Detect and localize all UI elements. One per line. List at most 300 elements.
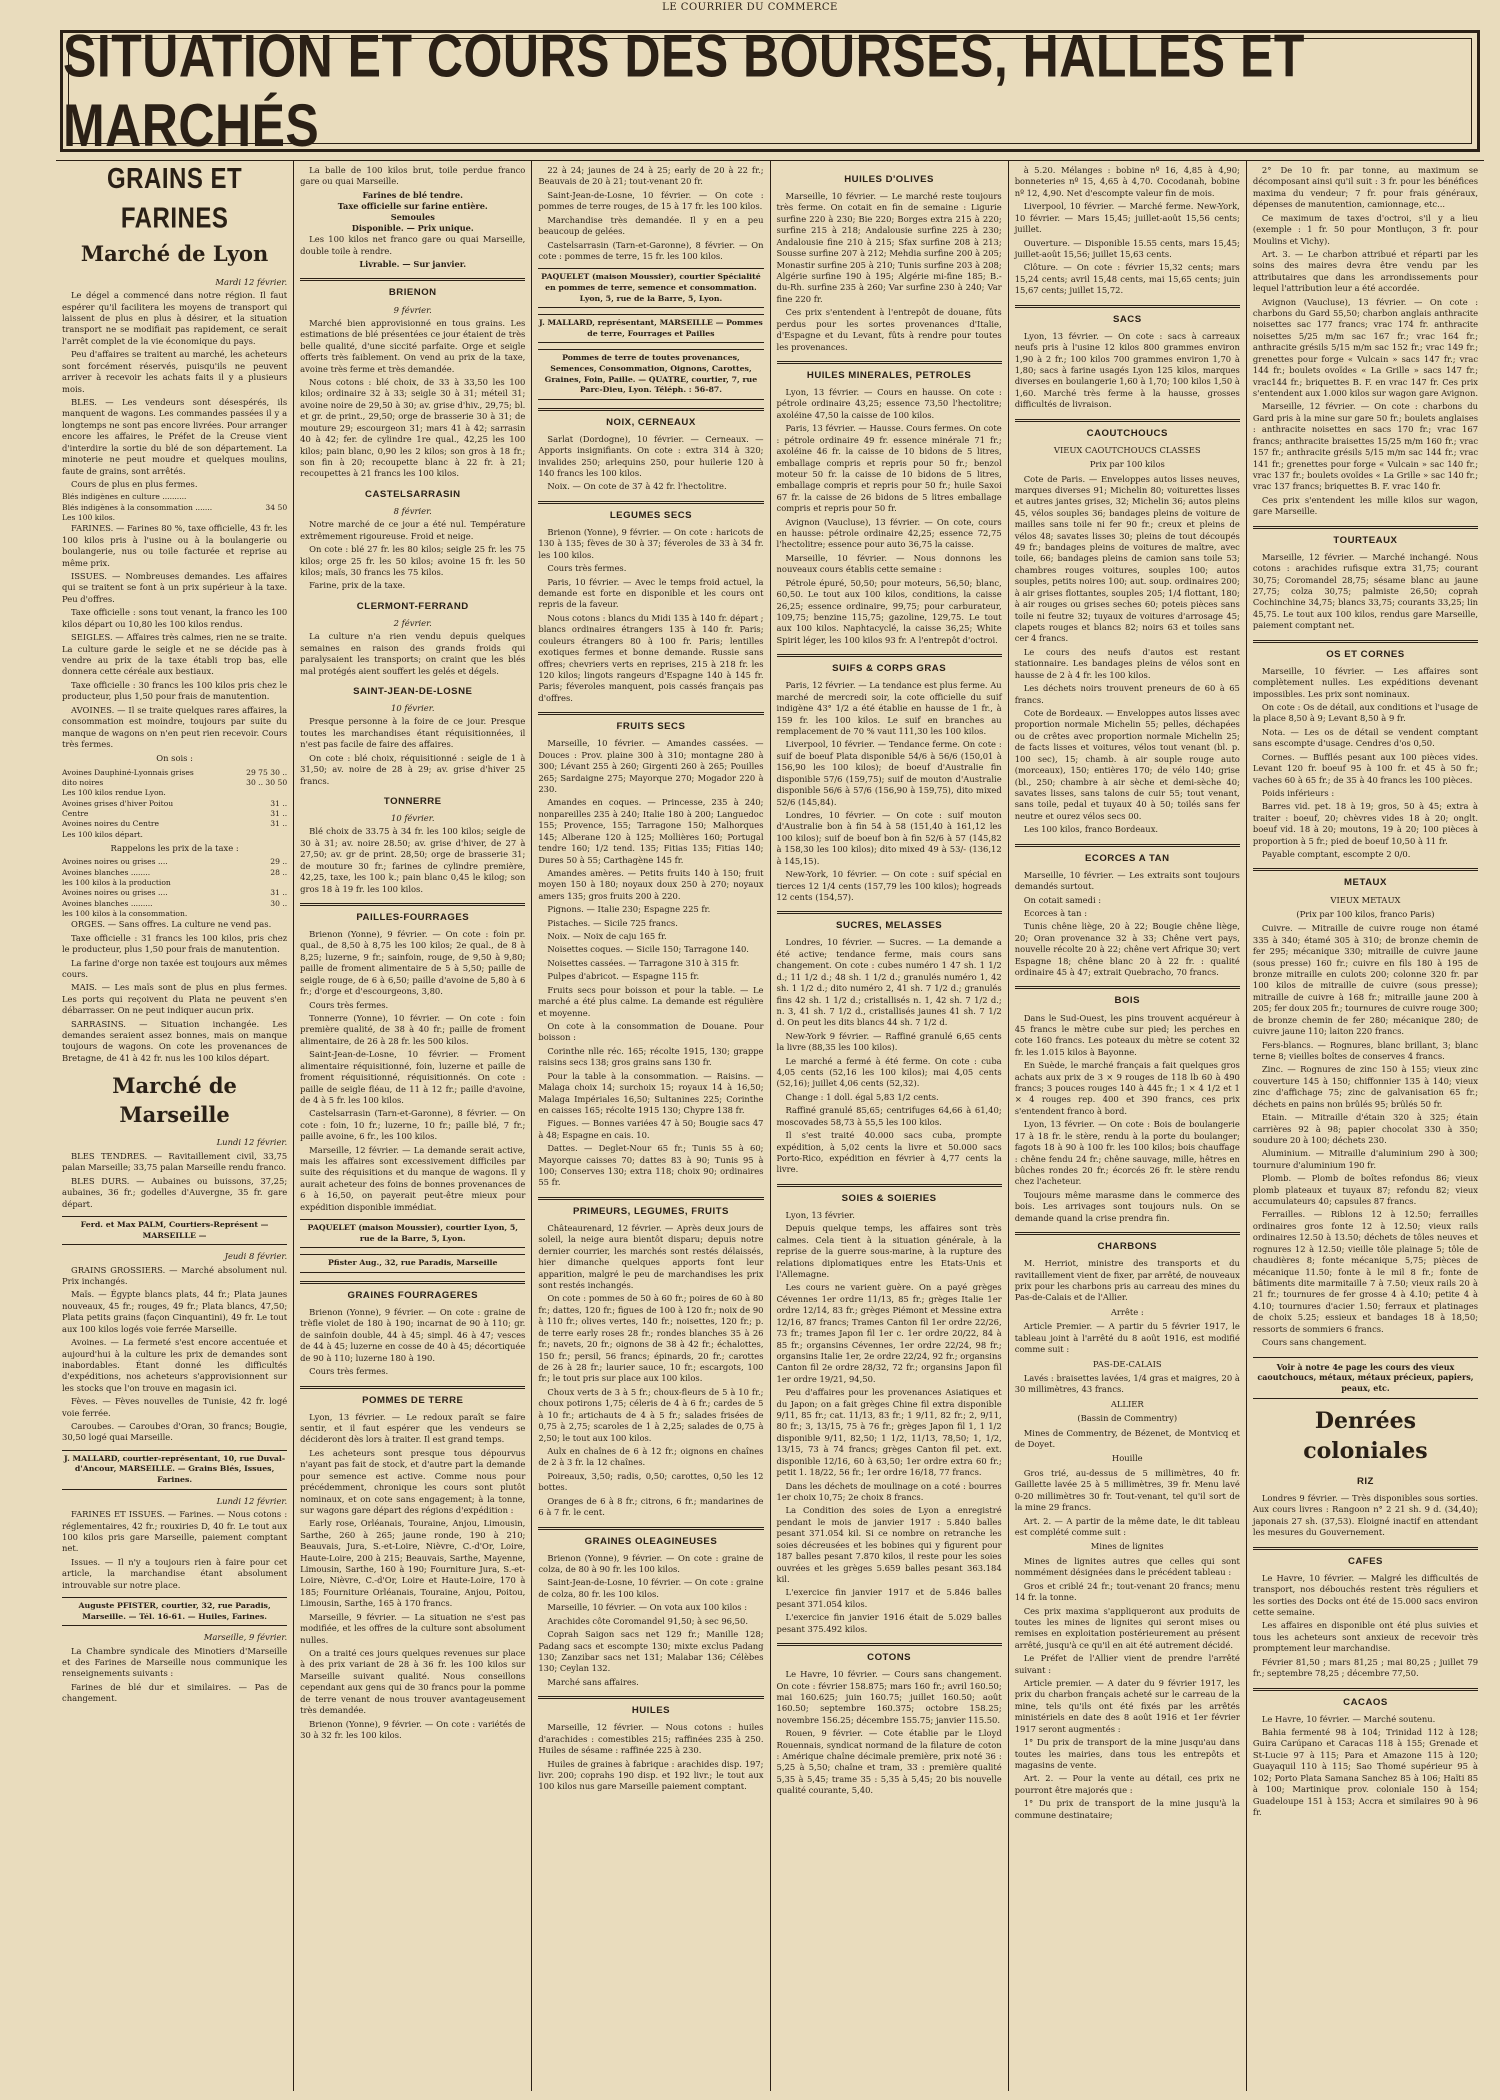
- subheading: VIEUX CAOUTCHOUCS CLASSES: [1053, 444, 1201, 455]
- column-5: [1008, 161, 1246, 2091]
- section-title: OS ET CORNES: [1253, 640, 1478, 661]
- paragraph: On cote à la consommation de Douane. Pour boisson :: [538, 1021, 764, 1043]
- paragraph: Liverpool, 10 février. — Marché ferme. New-York, 10 février. — Mars 15,45; juillet-août 15,56 cents; juillet.: [1014, 201, 1240, 235]
- paragraph: Pétrole épuré, 50,50; pour moteurs, 56,50; blanc, 60,50. Le tout aux 100 kilos, conditions, la caisse 26,25; essence ordinaire, 99,75; pour carburateur, 109,75; benzine 115,75; gazoline, 129,75. Le tout aux 100 kilos. Naphtacyclé, la caisse 36,25; White Spirit léger, les 100 kilos 93 fr. A l'entrepôt d'octroi.: [776, 577, 1002, 645]
- paragraph: SEIGLES. — Affaires très calmes, rien ne se traite. La culture garde le seigle et ne se décide pas à vendre au prix de la taxe établi trop bas, elle donnera cette céréale aux bestiaux.: [62, 632, 288, 677]
- paragraph: Aulx en chaînes de 6 à 12 fr.; oignons en chaînes de 2 à 3 fr. la 12 chaînes.: [538, 1445, 764, 1468]
- paragraph: La farine d'orge non taxée est toujours aux mêmes cours.: [62, 957, 288, 979]
- paragraph: Marchandise très demandée. Il y en a peu beaucoup de gelées.: [538, 214, 764, 237]
- row-label: Avoines Dauphiné-Lyonnais grises: [62, 767, 194, 777]
- advertisement: Auguste PFISTER, courtier, 32, rue Paradis, Marseille. — Tél. 16-61. — Huiles, Farines.: [62, 1597, 287, 1626]
- paragraph: Ouverture. — Disponible 15.55 cents, mars 15,45; juillet-août 15,56; juillet 15,63 cents.: [1014, 237, 1240, 259]
- column-4: [770, 161, 1008, 2091]
- advertisement: PAQUELET (maison Moussier), courtier Spécialité en pommes de terre, semence et consommation. Lyon, 5, rue de la Barre, 5, Lyon.: [538, 268, 763, 308]
- paragraph: Cornes. — Bufflés pesant aux 100 pièces vides. Levant 120 fr. boeuf 95 à 100 fr. et 45 à 50 fr.; vaches 60 à 65 fr.; de 35 à 40 francs les 100 pièces.: [1252, 751, 1479, 785]
- paragraph: Marseille, 12 février. — Marché inchangé. Nous cotons : arachides rufisque extra 31,75; courant 30,75; Coromandel 28,75; sésame blanc au jaune 27,75; colza 30,75; palmiste 26,50; coprah Cochinchine 34,75; blancs 33,75; courants 33,25; lin 45,75. Le tout aux 100 kilos, rendus gare Marseille, paiement comptant net.: [1252, 551, 1479, 631]
- date: Marseille, 9 février.: [203, 1632, 288, 1643]
- paragraph: Le cours des neufs d'autos est restant stationnaire. Les bandages pleins de vélos sont en hausse de 2 à 4 fr. les 100 kilos.: [1014, 646, 1240, 680]
- table-row: [62, 768, 287, 778]
- paragraph: 1° Du prix de transport de la mine jusqu'à la commune destinataire;: [1014, 1798, 1240, 1820]
- paragraph: Pour la table à la consommation. — Raisins. — Malaga choix 14; surchoix 15; royaux 14 à 16,50; Malaga Impériales 16,50; Sultanines 225; Corinthe en caisses 165; récolte 1915 130; Chypre 138 fr.: [538, 1070, 764, 1115]
- paragraph: Nous cotons : blancs du Midi 135 à 140 fr. départ ; blancs ordinaires étrangers 135 à 140 fr. Paris; couleurs étrangers 80 à 100 fr. Paris; lentilles exotiques fermes et bonne demande. Russie sans offres; chevriers verts en reprises, 215 à 218 fr. les 120 kilos; lingots rangeurs d'Espagne 140 à 145 fr. Paris; féveroles manquent, pois cassés français pas d'offres.: [538, 612, 764, 703]
- row-value: 31 ..: [270, 809, 288, 819]
- paragraph: Peu d'affaires pour les provenances Asiatiques et du Japon; on a fait grèges Chine fil extra disponible 9/11, 85 fr.; cat. 11/13, 83 fr.; 1 9/11, 82 fr.; 2, 9/11, 80 fr.; 3, 13/15, 75 à 76 fr.; grèges Japon fil 1, 1 1/2 disponible 9/11, 82,50; 1 1/2, 11/13, 78,50; 1, 1/2, 13/15, 73 à 74 francs; grèges Canton fil pet. ext. disponible 12/16, 60 à 63,50; 1er ordre extra 60 fr.; petit 1. 18/22, 56 fr.; 1er ordre 16/18, 77 francs.: [776, 1387, 1002, 1478]
- row-value: [260, 909, 287, 919]
- paragraph: BLES. — Les vendeurs sont désespérés, ils manquent de wagons. Les commandes passées il y a longtemps ne sont pas encore livrées. Pour arranger encore les affaires, le Préfet de la Creuse vient d'interdire la sortie du blé de son département. La minoterie ne peut moudre et quelques moulins, faute de grains, sont arrêtés.: [62, 397, 288, 476]
- section-title: CLERMONT-FERRAND: [356, 600, 469, 612]
- subheading: Farines de blé tendre.: [362, 189, 463, 200]
- row-label: Les 100 kilos.: [62, 513, 116, 523]
- column-3: [531, 161, 769, 2091]
- section-title: HUILES: [538, 1696, 763, 1717]
- paragraph: Marseille, 10 février. — Amandes cassées. — Douces : Prov. plaine 300 à 310; montagne 280 à 300; Lévant 255 à 260; Girgenti 260 à 265; Pouilles 265; Sardaigne 275; Mayorque 270; Mogador 220 à 230.: [538, 738, 764, 794]
- section-title: SACS: [1015, 305, 1240, 326]
- paragraph: Marseille, 10 février. — Les extraits sont toujours demandés surtout.: [1014, 869, 1240, 892]
- paragraph: Mines de Commentry, de Bézenet, de Montvicq et de Doyet.: [1014, 1427, 1240, 1450]
- row-value: 31 ..: [270, 798, 288, 808]
- paragraph: Avignon (Vaucluse), 13 février. — On cote : charbons du Gard 55,50; charbon anglais anthracite noisettes sac 177 francs; vrac 174 fr. anthracite noisettes 5/25 m/m sac 167 fr.; vrac 164 fr.; anthracite grésils 5/15 m/m sac 152 fr.; vrac 149 fr.; grenettes pour forge « Vulcain » sacs 147 fr.; vrac 144 fr.; boulets ovoïdes « La Grille » sacs 147 fr.; vrac144 fr.; briquettes B. F. en vrac 147 fr. Ces prix s'entendent aux 1.000 kilos sur wagon gare Avignon.: [1252, 296, 1479, 399]
- paragraph: Les 100 kilos, franco Bordeaux.: [1023, 824, 1159, 835]
- paragraph: Pulpes d'abricot. — Espagne 115 fr.: [547, 971, 700, 982]
- paragraph: Marseille, 12 février. — Nous cotons : huiles d'arachides : comestibles 215; raffinées 235 à 250. Huiles de sésame : raffinée 225 à 230.: [538, 1722, 764, 1756]
- section-title: ECORCES A TAN: [1015, 844, 1240, 865]
- row-value: [234, 830, 287, 840]
- subheading: Semoules: [390, 212, 435, 223]
- row-label: les 100 kilos à la production: [62, 878, 171, 887]
- paragraph: Taxe officielle : sons tout venant, la franco les 100 kilos départ ou 10,80 les 100 kilos rendus.: [62, 607, 288, 629]
- paragraph: FARINES. — Farines 80 %, taxe officielle, 43 fr. les 100 kilos pris à l'usine ou à la boulangerie ou boulangerie, nus ou toile facturée et reprise au même prix.: [62, 523, 288, 568]
- paragraph: Fruits secs pour boisson et pour la table. — Le marché a été plus calme. La demande est régulière et moyenne.: [538, 984, 764, 1018]
- paragraph: Marseille, 10 février. — Les affaires sont complètement nulles. Les expéditions devenant impossibles. Les prix sont nominaux.: [1252, 665, 1479, 699]
- advertisement: J. MALLARD, courtier-représentant, 10, rue Duval-d'Ancour, MARSEILLE. — Grains Blés, Issues, Farines.: [62, 1450, 287, 1490]
- table-row: [62, 799, 287, 809]
- paragraph: Presque personne à la foire de ce jour. Presque toutes les marchandises étant réquisitionnées, il n'est pas facile de faire des affaires.: [300, 716, 526, 750]
- row-value: 30 ..: [270, 898, 288, 908]
- paragraph: Avoines. — La fermeté s'est encore accentuée et aujourd'hui à la culture les prix de demandes sont inabordables. Étant donné les difficultés d'expéditions, nos acheteurs s'approvisionnent sur les stocks que l'on trouve en magasin ici.: [62, 1337, 288, 1393]
- paragraph: On cote : Os de détail, aux conditions et l'usage de la place 8,50 à 9; Levant 8,50 à 9 fr.: [1252, 701, 1479, 724]
- paragraph: En Suède, le marché français a fait quelques gros achats aux prix de 3 × 9 rouges de 118 lb 60 à 490 francs; 3 pouces rouges 140 à 445 fr.; 1 × 4 1/2 et 1 × 4 rouges rep. 400 et 390 francs, ces prix s'entendent franco à bord.: [1014, 1060, 1240, 1116]
- paragraph: Tunis chêne liège, 20 à 22; Bougie chêne liège, 20; Oran provenance 32 à 33; Chêne vert pays, nouvelle récolte 20 à 22; chêne vert Afrique 30; vert Espagne 18; chêne blanc 20 à 22 fr. : qualité ordinaire 45 à 47; extrait Quebracho, 70 francs.: [1014, 921, 1240, 978]
- section-title: CHARBONS: [1015, 1232, 1240, 1253]
- paragraph: Londres 9 février. — Très disponibles sous sorties. Aux cours livres : Rangoon n° 2 21 sh. 9 d. (34,40); japonais 27 sh. (37,53). Eloigné inactif en attendant les mesures du Gouvernement.: [1252, 1493, 1479, 1538]
- paragraph: Mines de lignites autres que celles qui sont nommément désignées dans le précédent tableau :: [1014, 1555, 1240, 1578]
- paragraph: Barres vid. pet. 18 à 19; gros, 50 à 45; extra à traiter : boeuf, 20; chèvres vides 18 à 20; onglt. boeuf vid. 18 à 20; moutons, 19 à 20; 100 pièces à proportion à 5 fr.; pied de boeuf 10,50 à 11 fr.: [1252, 801, 1479, 846]
- date: Lundi 12 février.: [216, 1137, 288, 1148]
- subheading: Mines de lignites: [1090, 1541, 1164, 1552]
- paragraph: Lyon, 13 février. — On cote : sacs à carreaux neufs pris à l'usine 12 kilos 800 grammes environ 1,90 à 2 fr.; 100 kilos 700 grammes environ 1,70 à 1,80; sacs à farine usagés Lyon 125 kilos, marques diverses en boulangerie 1,60 à 1,70; 100 kilos 1,50 à 1,60. Marché très ferme à la hausse, grosses difficultés de livraison.: [1014, 330, 1240, 410]
- paragraph: Gros trié, au-dessus de 5 millimètres, 40 fr. Gaillette lavée 25 à 5 millimètres, 39 fr. Menu lavé 0-20 millimètres 30 fr. Tout-venant, tel qu'il sort de la mine 29 francs.: [1014, 1467, 1240, 1513]
- paragraph: Les affaires en disponible ont été plus suivies et tous les acheteurs sont anxieux de recevoir très promptement leur marchandise.: [1252, 1620, 1479, 1654]
- paragraph: Gros et criblé 24 fr.; tout-venant 20 francs; menu 14 fr. la tonne.: [1014, 1580, 1240, 1603]
- subheading: On sois :: [156, 753, 193, 764]
- paragraph: Ces prix s'entendent les mille kilos sur wagon, gare Marseille.: [1252, 494, 1479, 517]
- paragraph: Marseille, 10 février. — On vota aux 100 kilos :: [547, 1602, 748, 1613]
- paragraph: Lyon, 13 février. — Cours en hausse. On cote : pétrole ordinaire 43,25; essence 73,50 l'hectolitre; axoléine 47,50 la caisse de 100 kilos.: [776, 387, 1002, 420]
- table-row: [62, 888, 287, 898]
- paragraph: Ferrailles. — Riblons 12 à 12.50; ferrailles ordinaires gros fonte 12 à 12.50; vieux rails ordinaires 12.50 à 13.50; déchets de tôles neuves et rognures 12 à 12.50; vieille tôle plainage 5; tôle de chaudières 8; fonte mécanique 5,75; pièces de mécanique 11.50; fonte à le mil 8 fr.; fonte de bâtiments dite marmitaille 7 à 7.50; vieux rails 20 à 21 fr.; tournures de fer grosse 4 à 4.10; petite 4 à 4.10; tournures d'acier 1.50; ferraux et platinages de choix 5.25; essieux et bandages 18 à 18,50; ressorts de sommiers 6 francs.: [1252, 1209, 1479, 1334]
- section-title: GRAINES OLEAGINEUSES: [538, 1527, 763, 1548]
- paragraph: Marseille, 12 février. — On cote : charbons du Gard pris à la mine sur gare 50 fr.; boulets anglaises : anthracite noisettes en sacs 170 fr.; vrac 167 francs; anthracite braisettes 15/25 m/m 160 fr.; vrac 157 fr.; anthracite grésils 5/15 m/m sac 144 fr.; vrac 141 fr.; grenettes pour forge « Vulcain » sac 140 fr.; vrac 137 fr.; boulets ovoïdes « La Grille » sac 140 fr.; vrac 137 francs; briquettes B. F. vrac 140 fr.: [1252, 401, 1479, 492]
- paragraph: Dans les déchets de moulinage on a coté : bourres 1er choix 10,75; 2e choix 8 francs.: [776, 1480, 1002, 1502]
- paragraph: Février 81,50 ; mars 81,25 ; mai 80,25 ; juillet 79 fr.; septembre 78,25 ; décembre 77,50.: [1252, 1656, 1479, 1679]
- row-label: Avoines grises d'hiver Poitou: [62, 798, 174, 808]
- paragraph: Brienon (Yonne), 9 février. — On cote : foin pr. qual., de 8,50 à 8,75 les 100 kilos; 2e qual., de 8 à 8,25; luzerne, 9 fr.; sainfoin, rouge, de 9,50 à 9,80; paille de froment alimentaire de 5 à 5,50; paille de seigle rouge, de 6 à 6,50; paille d'avoine de 5,80 à 6 fr.; d'orge et d'escourgeons, 3,80.: [300, 929, 526, 997]
- section-title: RIZ: [1356, 1475, 1374, 1487]
- paragraph: Le dégel a commencé dans notre région. Il faut espérer qu'il facilitera les moyens de transport qui laissent de plus en plus à désirer, et la situation transport ne se modifiait pas rapidement, ce serait l'arrêt complet de la vie économique du pays.: [62, 290, 288, 346]
- paragraph: Bahia fermenté 98 à 104; Trinidad 112 à 128; Guira Carúpano et Caracas 118 à 155; Grenade et St-Lucie 97 à 115; Para et Amazone 115 à 120; Guayaquil 110 à 115; Sao Thomé supérieur 95 à 102; Porto Plata Samana Sanchez 85 à 106; Haïti 85 à 100; Martinique prov. coloniale 150 à 154; Guadeloupe 151 à 153; Accra et similaires 90 à 96 fr.: [1252, 1727, 1479, 1817]
- paragraph: Fers-blancs. — Rognures, blanc brillant, 3; blanc terne 8; vieilles boîtes de conserves 4 francs.: [1252, 1039, 1479, 1061]
- paragraph: FARINES ET ISSUES. — Farines. — Nous cotons : réglementaires, 42 fr.; rouxiries D, 40 fr. Le tout aux 100 kilos pris gare Marseille, paiement comptant net.: [62, 1509, 288, 1554]
- paragraph: Les 100 kilos net franco gare ou quai Marseille, double toile à rendre.: [300, 234, 526, 256]
- market-title-lyon: Marché de Lyon: [80, 241, 269, 267]
- section-title: TOURTEAUX: [1253, 526, 1478, 547]
- advertisement: PAQUELET (maison Moussier), courtier Lyon, 5, rue de la Barre, 5, Lyon.: [300, 1219, 525, 1248]
- paragraph: Marseille, 10 février. — Le marché reste toujours très ferme. On cotait en fin de semaine : Ligurie surfine 220 à 230; Bie 220; Borges extra 215 à 220; surfine 215 à 218; Andalousie surfine 225 à 230; Andalousie fine 210 à 215; Sfax surfine 208 à 213; Sousse surfine 207 à 212; Mehdia surfine 200 à 205; Monastir surfine 205 à 210; Tunis surfine 203 à 208; Algérie surfine 190 à 195; Algérie mi-fine 185; B.-du-Rh. surfine 235 à 260; Var surfine 230 à 240; Var fine 220 fr.: [776, 191, 1002, 304]
- paragraph: Cours très fermes.: [309, 999, 389, 1010]
- paragraph: Cours très fermes.: [547, 563, 627, 574]
- section-title: METAUX: [1253, 868, 1478, 889]
- paragraph: La Chambre syndicale des Minotiers d'Marseille et des Farines de Marseille nous communique les renseignements suivants :: [62, 1645, 288, 1679]
- paragraph: Dans le Sud-Ouest, les pins trouvent acquéreur à 45 francs le mètre cube sur pied; les perches en cote 160 francs. Les poteaux du mètre se cotent 32 fr. les 1.015 kilos à Bayonne.: [1014, 1012, 1240, 1057]
- column-6: [1246, 161, 1484, 2091]
- paragraph: Art. 3. — Le charbon attribué et réparti par les soins des maires devra être vendu par les attributaires que dans les arrondissements pour lequel l'attribution leur a été accordée.: [1252, 248, 1479, 294]
- paragraph: L'exercice fin janvier 1916 était de 5.029 balles pesant 375.492 kilos.: [776, 1612, 1002, 1634]
- advertisement: Pommes de terre de toutes provenances, Semences, Consommation, Oignons, Carottes, Graines, Foin, Paille. — QUATRE, courtier, 7, rue Parc-Dieu, Lyon. Téléph. : 56-87.: [538, 349, 763, 399]
- section-title: CASTELSARRASIN: [365, 488, 461, 500]
- paragraph: Pistaches. — Sicile 725 francs.: [547, 917, 678, 928]
- paragraph: BLES TENDRES. — Ravitaillement civil, 33,75 palan Marseille; 33,75 palan Marseille rendu franco.: [62, 1150, 288, 1173]
- row-value: [260, 878, 287, 888]
- table-row: [62, 809, 287, 819]
- paragraph: Ces prix s'entendent à l'entrepôt de douane, fûts perdus pour les sortes provenances d'Italie, d'Espagne et du Levant, fûts à rendre pour toutes les provenances.: [776, 307, 1002, 352]
- paragraph: GRAINS GROSSIERS. — Marché absolument nul. Prix inchangés.: [62, 1264, 288, 1286]
- row-value: 29 ..: [270, 857, 288, 867]
- subheading: VIEUX METAUX: [1330, 894, 1401, 905]
- paragraph: Nota. — Les os de détail se vendent comptant sans escompte d'usage. Cendres d'os 0,50.: [1252, 726, 1479, 749]
- paragraph: Marseille, 10 février. — Nous donnons les nouveaux cours établis cette semaine :: [776, 552, 1002, 575]
- section-title: SUCRES, MELASSES: [777, 911, 1002, 932]
- section-title: LEGUMES SECS: [538, 501, 763, 522]
- paragraph: Rouen, 9 février. — Cote établie par le Lloyd Rouennais, syndicat normand de la filature de coton : Amérique chaîne décimale première, prix noté 36 : 5,25 à 5,50; chaîne et tram, 33 : première qualité 5,35 à 5,45; trame 35 : 5,35 à 5,45; 20 bis nouvelle qualité courante, 5,40.: [776, 1728, 1002, 1796]
- section-title: BOIS: [1015, 986, 1240, 1007]
- paragraph: Londres, 10 février. — Sucres. — La demande a été active; tendance ferme, mais cours sans changement. On cote : cubes numéro 1 47 sh. 1 1/2 d.; 11 1/2 d.; 48 sh. 1 1/2 d.; granulés numéro 1, 42 sh. 1 1/2 d.; dito numéro 2, 41 sh. 7 1/2 d.; granulés fins 42 sh. 1 1/2 d.; cristallisés n. 1, 42 sh. 7 1/2 d.; n. 3, 41 sh. 7 1/2 d., cristallisés jaunes 41 sh. 7 1/2 d. On peut les dits blancs 44 sh. 7 1/2 d.: [776, 937, 1002, 1028]
- paragraph: Liverpool, 10 février. — Tendance ferme. On cote : suif de boeuf Plata disponible 54/6 à 56/6 (150,01 à 156,90 les 100 kilos); de boeuf d'Australie fin disponible 57/6 (159,75); suif de mouton d'Australie disponible 56/6 à 57/6 (156,90 à 159,75), dito mixed 52/6 (145,84).: [776, 739, 1002, 807]
- date: Lundi 12 février.: [216, 1495, 288, 1506]
- paragraph: Farines de blé dur et similaires. — Pas de changement.: [62, 1681, 288, 1704]
- paragraph: Cours sans changement.: [1261, 1337, 1367, 1348]
- paragraph: Noix. — On cote de 37 à 42 fr. l'hectolitre.: [547, 481, 727, 492]
- paragraph: Cours très fermes.: [309, 1366, 389, 1377]
- paragraph: Noisettes cassées. — Tarragone 310 à 315 fr.: [547, 957, 740, 968]
- section-title: PRIMEURS, LEGUMES, FRUITS: [538, 1197, 763, 1218]
- section-title: CAFES: [1253, 1547, 1478, 1568]
- paragraph: Aluminium. — Mitraille d'aluminium 290 à 300; tournure d'aluminium 190 fr.: [1252, 1148, 1479, 1170]
- row-label: Avoines noires du Centre: [62, 819, 160, 829]
- paragraph: Castelsarrasin (Tarn-et-Garonne), 8 février. — On cote : foin, 10 fr.; luzerne, 10 fr.; paille blé, 7 fr.; paille avoine, 6 fr., les 100 kilos.: [300, 1108, 526, 1142]
- paragraph: Londres, 10 février. — On cote : suif mouton d'Australie bon à fin 54 à 58 (151,40 à 161,12 les 100 kilos); suif de boeuf bon à fin 52/6 à 57 (145,82 à 158,30 les 100 kilos); dito mixed 49 à 53/- (136,12 à 145,15).: [776, 809, 1002, 866]
- subheading: Disponible. — Prix unique.: [351, 223, 474, 234]
- paragraph: Notre marché de ce jour a été nul. Température extrêmement rigoureuse. Froid et neige.: [300, 519, 526, 541]
- paragraph: Il s'est traité 40.000 sacs cuba, prompte expédition, à 5,02 cents la livre et 50.000 sacs Porto-Rico, expédition en février à 4,77 cents la livre.: [776, 1130, 1002, 1175]
- row-label: Avoines noires ou grises ....: [62, 888, 168, 898]
- section-title: FRUITS SECS: [538, 712, 763, 733]
- paragraph: Change : 1 doll. égal 5,83 1/2 cents.: [785, 1091, 939, 1102]
- paragraph: Coprah Saigon sacs net 129 fr.; Manille 128; Padang sacs et escompte 130; mixte exclus Padang 130; Zanzibar sacs net 131; Malabar 136; Célèbes 130; Ceylan 132.: [538, 1629, 764, 1674]
- paragraph: Sarlat (Dordogne), 10 février. — Cerneaux. — Apports insignifiants. On cote : extra 314 à 320; invalides 250; arlequins 250, pour huilerie 120 à 140 francs les 100 kilos.: [538, 433, 764, 479]
- paragraph: Dattes. — Deglet-Nour 65 fr.; Tunis 55 à 60; Mayorque caisses 70; dattes 83 à 90; Tunis 95 à 100; Conserves 130; extra 118; choix 90; ordinaires 55 fr.: [538, 1143, 764, 1188]
- table-row: [62, 819, 287, 829]
- paragraph: Brienon (Yonne), 9 février. — On cote : haricots de 130 à 135; fèves de 30 à 37; féveroles de 33 à 34 fr. les 100 kilos.: [538, 526, 764, 560]
- paragraph: Poids inférieurs :: [1261, 787, 1335, 798]
- subheading: (Bassin de Commentry): [1077, 1413, 1178, 1424]
- table-row: [62, 503, 287, 513]
- paragraph: Article premier. — A dater du 9 février 1917, les prix du charbon français acheté sur le carreau de la mine, tels qu'ils ont été fixés par les arrêtés ministériels en date des 8 août 1916 et 1er février 1917 seront augmentés :: [1014, 1678, 1240, 1734]
- subheading: Livrable. — Sur janvier.: [359, 259, 467, 270]
- paragraph: Taxe officielle : 31 francs les 100 kilos, pris chez le producteur, plus 1,50 pour frais de manutention.: [62, 932, 288, 955]
- date: Jeudi 8 février.: [224, 1251, 288, 1262]
- paragraph: BLES DURS. — Aubaines ou buissons, 37,25; aubaines, 36 fr.; godelles d'Auvergne, 35 fr. gare départ.: [62, 1175, 288, 1209]
- paragraph: Pignons. — Italie 230; Espagne 225 fr.: [547, 904, 711, 915]
- subheading: Taxe officielle sur farine entière.: [337, 201, 488, 211]
- paragraph: Marseille, 12 février. — La demande serait active, mais les affaires sont excessivement difficiles par suite des réquisitions et du manque de wagons. Il y aurait acheteur des foins de bonnes provenances de 6 à 16,50, on payerait peut-être mieux pour expédition disponible immédiat.: [300, 1144, 526, 1212]
- paragraph: La balle de 100 kilos brut, toile perdue franco gare ou quai Marseille.: [300, 165, 526, 187]
- paragraph: Marseille, 9 février. — La situation ne s'est pas modifiée, et les offres de la culture sont absolument nulles.: [300, 1611, 526, 1645]
- price-table-taxe: [62, 857, 287, 919]
- paragraph: Marché sans affaires.: [547, 1676, 639, 1687]
- paragraph: Lyon, 13 février. — Le redoux paraît se faire sentir, et il faut espérer que les vendeurs se décideront dès lors à traiter. Il est grand temps.: [300, 1411, 526, 1445]
- row-value: [259, 513, 288, 523]
- paragraph: Saint-Jean-de-Losne, 10 février. — On cote : graine de colza, 80 fr. les 100 kilos.: [538, 1577, 764, 1599]
- paragraph: New-York, 10 février. — On cote : suif spécial en tierces 12 1/4 cents (157,79 les 100 kilos); hogreads 12 cents (154,57).: [776, 869, 1002, 902]
- paragraph: Saint-Jean-de-Losne, 10 février. — Froment alimentaire réquisitionné, foin, luzerne et paille de froment réquisitionné, réquisitionnés. On cote : paille de seigle fléau, de 11 à 12 fr.; paille d'avoine, de 4 à 5 fr. les 100 kilos.: [300, 1049, 526, 1105]
- paragraph: Huiles de graines à fabrique : arachides disp. 197; livr. 200; coprahs 190 disp. et 192 livr.; le tout aux 100 kilos nus gare Marseille paiement comptant.: [538, 1758, 764, 1792]
- section-title: NOIX, CERNEAUX: [538, 408, 763, 429]
- paragraph: Le Havre, 10 février. — Marché soutenu.: [1261, 1713, 1436, 1724]
- advertisement: Pfister Aug., 32, rue Paradis, Marseille: [300, 1254, 525, 1273]
- paragraph: Art. 2. — A partir de la même date, le dit tableau est complété comme suit :: [1014, 1515, 1240, 1537]
- paragraph: Raffiné granulé 85,65; centrifuges 64,66 à 61,40; moscovades 58,73 à 55,5 les 100 kilos.: [776, 1105, 1002, 1127]
- date: Mardi 12 février.: [215, 276, 288, 287]
- row-label: Avoines noires ou grises ....: [62, 857, 168, 867]
- paragraph: Marché bien approvisionné en tous grains. Les estimations de blé présentées ce jour étaient de très belle qualité, d'une siccité parfaite. Orge et seigle offerts très faiblement. On vend au prix de la taxe, avoine très ferme et très demandée.: [300, 317, 526, 374]
- paragraph: Les déchets noirs trouvent preneurs de 60 à 65 francs.: [1014, 683, 1240, 705]
- paragraph: Issues. — Il n'y a toujours rien à faire pour cet article, la marchandise étant absolument introuvable sur notre place.: [62, 1556, 288, 1590]
- price-table-avoines: [62, 768, 287, 840]
- paragraph: Zinc. — Rognures de zinc 150 à 155; vieux zinc couverture 145 à 150; chiffonnier 135 à 140; vieux zinc d'affichage 75; zinc de galvanisation 65 fr.; déchets en pains non brûlés 95; brûlés 50 fr.: [1252, 1064, 1479, 1109]
- paragraph: Farine, prix de la taxe.: [309, 580, 406, 591]
- row-label: Les 100 kilos rendue Lyon.: [62, 788, 166, 798]
- paragraph: Art. 2. — Pour la vente au détail, ces prix ne pourront être majorés que :: [1014, 1773, 1240, 1795]
- price-table-bles: [62, 492, 287, 523]
- section-title: PAILLES-FOURRAGES: [300, 903, 525, 924]
- paragraph: Brienon (Yonne), 9 février. — On cote : graine de trèfle violet de 180 à 190; incarnat de 90 à 110; gr. de sainfoin double, 44 à 45; simpl. 46 à 47; vesces de 44 à 45; luzerne en cosse de 40 à 45; décortiquée de 90 à 110; luzerne 180 à 190.: [300, 1307, 526, 1363]
- paragraph: à 5.20. Mélanges : bobine nº 16, 4,85 à 4,90; bonneteries nº 15, 4,65 à 4,70. Cocodanah, bobine nº 12, 4,90. Net d'escompte valeur fin de mois.: [1014, 165, 1240, 198]
- paragraph: Fèves. — Fèves nouvelles de Tunisie, 42 fr. logé voie ferrée.: [62, 1396, 288, 1418]
- paragraph: Brienon (Yonne), 9 février. — On cote : variétés de 30 à 32 fr. les 100 kilos.: [300, 1718, 526, 1740]
- row-value: [234, 788, 287, 798]
- paragraph: MAIS. — Les maïs sont de plus en plus fermes. Les ports qui reçoivent du Plata ne peuvent s'en débarrasser. On ne peut indiquer aucun prix.: [62, 982, 288, 1016]
- paragraph: Cote de Paris. — Enveloppes autos lisses neuves, marques diverses 91; Michelin 80; voiturettes lisses et autres jantes grises, 32; Michelin 36; autos pleins 45, vélos souples 36; bandages pleins de voiture de mailles sans toile ni fer 90 fr.; creux et pleins de vélos 48; savates lisses 30; pleins de tout découpés 49 fr.; bandages pleins de voitures de maître, avec toile, 66; bandages pleins de camion sans toile 53; chambres rouges voitures, souples 100; autos souples, petits noires 100; aut. soup. ordinaires 200; à air grises flottantes, souples 205; 1/4 flottant, 180; à air rouges ou grises seches 60; poteis pièces sans toile ni feutre 32; tuyaux de voitures d'arrosage 45; clapets rouges et blancs 82; noirs 63 et toiles sans cer 4 francs.: [1014, 473, 1240, 644]
- cross-reference-note: Voir à notre 4e page les cours des vieux caoutchoucs, métaux, métaux précieux, papiers, peaux, etc.: [1253, 1357, 1478, 1400]
- paragraph: Tonnerre (Yonne), 10 février. — On cote : foin première qualité, de 38 à 40 fr.; paille de froment alimentaire, de 26 à 28 fr. les 500 kilos.: [300, 1013, 526, 1046]
- market-title-marseille: Marché de Marseille: [112, 1073, 237, 1127]
- paragraph: Castelsarrasin (Tarn-et-Garonne), 8 février. — On cote : pommes de terre, 15 fr. les 100 kilos.: [538, 239, 764, 261]
- subheading: Houille: [1111, 1453, 1143, 1464]
- table-row: [62, 899, 287, 909]
- paragraph: Plomb. — Plomb de boîtes refondus 86; vieux plomb plateaux et tuyaux 87; refondu 82; vieux accumulateurs 40; capsules 87 francs.: [1252, 1173, 1479, 1207]
- paragraph: Châteaurenard, 12 février. — Après deux jours de soleil, la neige aura bientôt disparu; depuis notre dernier courrier, les marchés sont restés délaissés, hier dimanche quelques apports font leur apparition, malgré le peu de marchandises les prix sont restés inchangés.: [538, 1222, 764, 1291]
- paragraph: Etain. — Mitraille d'étain 320 à 325; étain carrières 92 à 98; papier chocolat 330 à 350; soudure 20 à 100; déchets 230.: [1252, 1112, 1479, 1145]
- paragraph: AVOINES. — Il se traite quelques rares affaires, la consommation est moindre, toujours par suite du manque de wagons on n'en peut rien recevoir. Cours très fermes.: [62, 704, 288, 749]
- section-title: COTONS: [777, 1643, 1002, 1664]
- section-title: SAINT-JEAN-DE-LOSNE: [353, 686, 473, 697]
- paragraph: Paris, 10 février. — Avec le temps froid actuel, la demande est forte en disponible et les cours ont repris de la faveur.: [538, 576, 764, 610]
- paragraph: Poireaux, 3,50; radis, 0,50; carottes, 0,50 les 12 bottes.: [538, 1470, 764, 1493]
- paragraph: Depuis quelque temps, les affaires sont très calmes. Cela tient à la situation générale, à la reprise de la guerre sous-marine, à la rupture des relations diplomatiques entre les Etats-Unis et l'Allemagne.: [776, 1223, 1002, 1279]
- paragraph: Le marché a fermé à été ferme. On cote : cuba 4,05 cents (52,16 les 100 kilos); mai 4,05 cents (52,16); juillet 4,06 cents (52,32).: [776, 1055, 1002, 1089]
- row-value: [259, 492, 288, 502]
- paragraph: Noix. — Noix de caju 165 fr.: [547, 931, 667, 942]
- subheading: PAS-DE-CALAIS: [1092, 1358, 1162, 1369]
- table-row: [62, 830, 287, 840]
- table-row: [62, 909, 287, 919]
- paragraph: Les acheteurs sont presque tous dépourvus n'ayant pas fait de stock, et d'autre part la demande pour semence est active. Comme nous pour précédemment, chronique les cours sont plutôt nominaux, et on cote sans engagement; à la tonne, sur wagons gare départ des régions d'expédition :: [300, 1447, 526, 1515]
- section-title: TONNERRE: [383, 796, 442, 807]
- paragraph: Peu d'affaires se traitent au marché, les acheteurs sont forcément réservés, puisqu'ils ne peuvent arriver à recevoir les achats faits il y a plusieurs mois.: [62, 349, 288, 394]
- subheading: (Prix par 100 kilos, franco Paris): [1296, 908, 1435, 919]
- paragraph: Lyon, 13 février. — On cote : Bois de boulangerie 17 à 18 fr. le stère, rendu à la porte du boulanger; fagots 18 à 90 à 100 fr. les 100 kilos; bois chauffage : chêne fendu 24 fr.; chêne sauvage, mille, hêtres en bûches rondes 20 fr.; écorcés 26 fr. le stère rendu chez l'acheteur.: [1014, 1119, 1240, 1187]
- date: 8 février.: [393, 505, 432, 516]
- paragraph: Arachides côte Coromandel 91,50; à sec 96,50.: [547, 1615, 748, 1626]
- paragraph: Paris, 13 février. — Hausse. Cours fermes. On cote : pétrole ordinaire 49 fr. essence minérale 71 fr.; axoléine 46 fr. la caisse de 10 bidons de 5 litres, emballage compris et repris pour 50 fr.; benzol moteur 50 fr. la caisse de 10 bidons de 5 litres, emballage compris et repris pour 50 fr.; huile Saxoi 67 fr. la caisse de 26 bidons de 5 litres emballage compris et repris pour 50 fr.: [776, 423, 1002, 514]
- date: 10 février.: [391, 813, 435, 824]
- table-row: [62, 857, 287, 867]
- paragraph: New-York 9 février. — Raffiné granulé 6,65 cents la livre (88,35 les 100 kilos).: [776, 1030, 1002, 1053]
- paragraph: Lavés : braisettes lavées, 1/4 gras et maigres, 20 à 30 millimètres, 43 francs.: [1014, 1372, 1240, 1395]
- paragraph: Nous cotons : blé choix, de 33 à 33,50 les 100 kilos; ordinaire 32 à 33; seigle 30 à 31; méteil 31; avoine noire de 29,50 à 30; av. grise d'hiv., 29,75; bl. et gr. de print., 29,50; orge de brasserie 30 à 31; de mouture 29; escourgeon 31; mars 41 à 42; sarrasin 40 à 42; fer. de cylindre 1re qual., 42,25 les 100 kilos; pain blanc, 0,90 les 2 kilos; son gros à 18 fr.; son fin à 20; recoupette blanc à 22 fr. à 21; recoupettes à 21 francs les 100 kilos.: [300, 377, 526, 479]
- section-title: SOIES & SOIERIES: [777, 1184, 1002, 1205]
- advertisement: Ferd. et Max PALM, Courtiers-Représent — MARSEILLE —: [62, 1216, 287, 1245]
- paragraph: M. Herriot, ministre des transports et du ravitaillement vient de fixer, par arrêté, de nouveaux prix pour les charbons pris au carreau des mines du Pas-de-Calais et de l'Allier.: [1014, 1258, 1240, 1303]
- section-title-colonial: Denrées coloniales: [1303, 1408, 1428, 1465]
- paragraph: ISSUES. — Nombreuses demandes. Les affaires qui se traitent se font à un prix supérieur à la taxe. Peu d'offres.: [62, 571, 288, 604]
- paragraph: Blé choix de 33.75 à 34 fr. les 100 kilos; seigle de 30 à 31; av. noire 28.50; av. grise d'hiver, de 27 à 27,50; av. gr de print. 28,50; orge de brasserie 31; de mouture 30 fr.; farines de cylindre première, 42,25, taxe, les 100 k.; pain blanc 0,45 le kilog; son gros 18 à 19 fr. les 100 kilos.: [300, 826, 526, 894]
- paragraph: Corinthe nlle réc. 165; récolte 1915, 130; grappe raisins secs 138; gros grains sans 130 fr.: [538, 1045, 764, 1068]
- paragraph: Amandes en coques. — Princesse, 235 à 240; nonpareilles 235 à 240; Italie 180 à 200; Languedoc 155; Provence, 155; Tarragone 150; Malhorques 145; Alberane 120 à 125; Mollières 160; Portugal tendre 160; 1/2 tend. 135; Fitias 135; Fitias 140; Dures 50 à 55; Carthagène 145 fr.: [538, 797, 764, 865]
- paragraph: La Condition des soies de Lyon a enregistré pendant le mois de janvier 1917 : 5.840 balles pesant 371.054 kil. Si ce nombre on retranche les soies décreusées et les bobines qui y figurent pour 187 balles pesant 7.870 kilos, il reste pour les soies ouvrées et les grèges 5.659 balles pesant 363.184 kil.: [776, 1505, 1002, 1584]
- row-label: les 100 kilos à la consommation.: [62, 908, 188, 918]
- paragraph: Figues. — Bonnes variées 47 à 50; Bougie sacs 47 à 48; Espagne en cais. 10.: [538, 1118, 764, 1140]
- section-title: SUIFS & CORPS GRAS: [777, 654, 1002, 675]
- paragraph: Lyon, 13 février.: [785, 1209, 855, 1220]
- section-title-grains: GRAINS ET FARINES: [106, 162, 243, 235]
- paragraph: Caroubes. — Caroubes d'Oran, 30 francs; Bougie, 30,50 logé quai Marseille.: [62, 1421, 288, 1443]
- section-title: HUILES MINERALES, PETROLES: [777, 361, 1002, 382]
- paragraph: Cuivre. — Mitraille de cuivre rouge non étamé 335 à 340; étamé 305 à 310; de bronze chemin de fer 295; mécanique 330; mitraille de cuivre jaune (sous presse) 160 fr.; cuivre en fils 180 à 195 de bronze mitraille en culots 200; colonne 320 fr. par 100 kilos de mitraille de cuivre (sous presse); mitraille de cuivre à 168 fr.; mitraille jaune 200 à 205; fer doux 205 fr.; tournures de cuivre rouge 300; de bronze chemin de fer 280; mécanique 280; de cuivre jaune 110; laiton 220 francs.: [1252, 923, 1479, 1037]
- section-title: CACAOS: [1253, 1688, 1478, 1709]
- section-title: BRIENON: [300, 278, 525, 299]
- paragraph: On cotait samedi :: [1023, 894, 1102, 905]
- subheading: Arrête :: [1110, 1306, 1144, 1317]
- paragraph: Choux verts de 3 à 5 fr.; choux-fleurs de 5 à 10 fr.; choux potirons 1,75; céleris de 4 à 6 fr.; cardes de 5 à 10 fr.; artichauts de 4 à 5 fr.; salades frisées de 0,75 à 2,75; scaroles de 1 à 2,25; salades de 0,75 à 2,50; le tout aux 100 kilos.: [538, 1386, 764, 1443]
- paragraph: On cote : blé 27 fr. les 80 kilos; seigle 25 fr. les 75 kilos; orge 25 fr. les 50 kilos; avoine 15 fr. les 50 kilos; maïs, 30 francs les 75 kilos.: [300, 544, 526, 577]
- paragraph: La culture n'a rien vendu depuis quelques semaines en raison des grands froids qui paralysaient les transports; on craint que les blés mal protégés aient souffert les gelés et dégels.: [300, 631, 526, 676]
- paragraph: ORGES. — Sans offres. La culture ne vend pas.: [71, 919, 272, 930]
- banner: [60, 22, 1480, 160]
- paragraph: On a traité ces jours quelques revenues sur place à des prix variant de 28 à 36 fr. les 100 kilos sur Marseille suivant qualité. Nous conseillons cependant aux gens qui de 30 francs pour la pomme de terre venant de nous trouver avantageusement très demandée.: [300, 1648, 526, 1716]
- section-title: POMMES DE TERRE: [300, 1386, 525, 1407]
- paragraph: Cours de plus en plus fermes.: [71, 478, 198, 489]
- paragraph: Paris, 12 février. — La tendance est plus ferme. Au marché de mercredi soir, la cote officielle du suif indigène 43° 1/2 a été établie en hausse de 1 fr., à 159 fr. les 100 kilos. Le suif en branches au remplacement de 70 % vaut 111,30 les 100 kilos.: [776, 680, 1002, 737]
- paragraph: Les cours ne varient guère. On a payé grèges Cévennes 1er ordre 11/13, 85 fr.; grèges Italie 1er ordre 12/14, 83 fr.; grèges Piémont et Messine extra 12/16, 87 francs; Trames Canton fil 1er ordre 22/26, 73 fr.; trames Japon fil 1er c. 1er ordre 20/22, 84 à 85 fr.; organsins Cévennes, 1er ordre 22/24, 98 fr.; organsins Italie 1er, 2e ordre 22/24, 92 fr.; organsins Canton fil 2e ordre 28/32, 72 fr.; organsins Japon fil 1er ordre 19/21, 94,50.: [776, 1282, 1002, 1384]
- paragraph: 1° Du prix de transport de la mine jusqu'au dans toutes les mairies, dans tous les entrepôts et magasins de vente.: [1014, 1737, 1240, 1771]
- paragraph: Toujours même marasme dans le commerce des bois. Les arrivages sont toujours nuls. On se demande quand la crise prendra fin.: [1014, 1189, 1240, 1223]
- row-value: 31 ..: [270, 819, 288, 829]
- subheading: Rappelons les prix de la taxe :: [110, 842, 239, 853]
- row-value: 30 .. 30 50: [246, 778, 288, 788]
- section-title: HUILES D'OLIVES: [844, 174, 934, 185]
- date: 2 février.: [393, 617, 432, 628]
- paragraph: Maïs. — Égypte blancs plats, 44 fr.; Plata jaunes nouveaux, 45 fr.; rouges, 49 fr.; Plata blancs, 47,50; Plata petits grains (façon Cinquantini), 49 fr. Le tout aux 100 kilos logés voie ferrée Marseille.: [62, 1289, 288, 1334]
- row-label: Avoines blanches .........: [62, 898, 153, 908]
- row-label: Blés indigènes à la consommation .......: [62, 502, 213, 512]
- row-value: 28 ..: [270, 867, 288, 877]
- paragraph: Payable comptant, escompte 2 0/0.: [1261, 849, 1411, 860]
- subheading: ALLIER: [1110, 1398, 1144, 1409]
- paragraph: Ce maximum de taxes d'octroi, s'il y a lieu (exemple : 1 fr. 50 pour Montluçon, 3 fr. pour Moulins et Vichy).: [1252, 212, 1479, 246]
- row-value: 34 50: [265, 502, 288, 512]
- table-row: [62, 878, 287, 888]
- paragraph: L'exercice fin janvier 1917 et de 5.846 balles pesant 371.054 kilos.: [776, 1587, 1002, 1609]
- paragraph: Noisettes coques. — Sicile 150; Tarragone 140.: [547, 944, 749, 955]
- paragraph: Le Préfet de l'Allier vient de prendre l'arrêté suivant :: [1014, 1653, 1240, 1675]
- paragraph: Avignon (Vaucluse), 13 février. — On cote, cours en hausse: pétrole ordinaire 42,25; essence 72,75 l'hectolitre; essence pour auto 36,75 la caisse.: [776, 516, 1002, 550]
- date: 9 février.: [393, 304, 432, 315]
- table-row: [62, 788, 287, 798]
- paragraph: 22 à 24; jaunes de 24 à 25; early de 20 à 22 fr.; Beauvais de 20 à 21; tout-venant 20 fr.: [538, 165, 764, 187]
- paragraph: Brienon (Yonne), 9 février. — On cote : graine de colza, de 80 à 90 fr. les 100 kilos.: [538, 1552, 764, 1574]
- row-label: dito noires: [62, 778, 104, 788]
- paragraph: Ecorces à tan :: [1023, 907, 1088, 918]
- paragraph: Le Havre, 10 février. — Malgré les difficultés de transport, nos débouchés restent très réguliers et les sorties des Docks ont été de 15.000 sacs environ cette semaine.: [1252, 1572, 1479, 1618]
- paragraph: Taxe officielle : 30 francs les 100 kilos pris chez le producteur, plus 1,50 pour frais de manutention.: [62, 679, 288, 702]
- paragraph: 2° De 10 fr. par tonne, au maximum se décomposant ainsi qu'il suit : 3 fr. pour les bénéfices maxima du vendeur; 7 fr. pour frais généraux, dépenses de manutention, camionnage, etc...: [1252, 165, 1479, 210]
- columns: [56, 160, 1484, 2091]
- row-label: Centre: [62, 809, 89, 819]
- table-row: [62, 513, 287, 523]
- paragraph: Oranges de 6 à 8 fr.; citrons, 6 fr.; mandarines de 6 à 7 fr. le cent.: [538, 1495, 764, 1518]
- table-row: [62, 492, 287, 502]
- section-title: CAOUTCHOUCS: [1015, 419, 1240, 440]
- paragraph: Article Premier. — A partir du 5 février 1917, le tableau joint à l'arrêté du 8 août 1916, est modifié comme suit :: [1014, 1321, 1240, 1355]
- paragraph: On cote : blé choix, réquisitionné : seigle de 1 à 31,50; av. noire de 28 à 29; av. grise d'hiver 25 francs.: [300, 752, 526, 786]
- paragraph: Le Havre, 10 février. — Cours sans changement. On cote : février 158.875; mars 160 fr.; avril 160.50; mai 160.625; juin 160.75; juillet 160.50; août 160.50; septembre 160.375; octobre 158.25; novembre 156.25; décembre 155.75; janvier 115.50.: [776, 1669, 1002, 1725]
- paragraph: Cote de Bordeaux. — Enveloppes autos lisses avec proportion normale Michelin 55; pelles, déchapées ou de crêtes avec proportion normale Michelin 25; de facts lisses et voitures, vélos tout venant (bl. p. 100 sec), 15; chamb. à air souple rouge auto (morceaux), 150; entières 170; de vélo 140; grise (bl., 250; chambre à air sèche et demi-sèche 40; savates lisses, sans talons de cuir 55; tout venant, sans toile, pedal et tuyaux 40 à 50; toilés sans fer neutre et ourez vélos secs 00.: [1014, 707, 1240, 821]
- running-head: LE COURRIER DU COMMERCE: [662, 2, 838, 13]
- section-title: GRAINES FOURRAGERES: [300, 1281, 525, 1302]
- table-row: [62, 868, 287, 878]
- paragraph: Saint-Jean-de-Losne, 10 février. — On cote : pommes de terre rouges, de 15 à 17 fr. les 100 kilos.: [538, 189, 764, 212]
- column-2: [293, 161, 531, 2091]
- paragraph: Early rose, Orléanais, Touraine, Anjou, Limousin, Sarthe, 260 à 265; jaune ronde, 190 à 210; Beauvais, Jura, S.-et-Loire, Nièvre, C.-d'Or, Loire, Haute-Loire, 200 à 215; Beauvais, Sarthe, Mayenne, Limousin, Sarthe, 160 à 190; Fourniture Jura, S.-et-Loire, Nièvre, C.-d'Or, Loire et Haute-Loire, 170 à 185; Fourniture Orléanais, Touraine, Anjou, Poitou, Limousin, Sarthe, 165 à 170 francs.: [300, 1518, 526, 1609]
- paragraph: SARRASINS. — Situation inchangée. Les demandes seraient assez bonnes, mais on manque toujours de wagons. On cote les provenances de Bretagne, de 41 à 42 fr. nus les 100 kilos départ.: [62, 1018, 288, 1063]
- row-label: Les 100 kilos départ.: [62, 829, 143, 839]
- row-label: Blés indigènes en culture ..........: [62, 492, 187, 502]
- row-value: 29 75 30 ..: [246, 767, 288, 777]
- advertisement: J. MALLARD, représentant, MARSEILLE — Pommes de terre, Fourrages et Pailles: [538, 314, 763, 343]
- banner-title: SITUATION ET COURS DES BOURSES, HALLES ET MARCHÉS: [63, 22, 1305, 160]
- paragraph: Clôture. — On cote : février 15,32 cents; mars 15,24 cents; avril 15,48 cents, mai 15,65 cents; juin 15,67 cents; juillet 15,72.: [1014, 262, 1240, 296]
